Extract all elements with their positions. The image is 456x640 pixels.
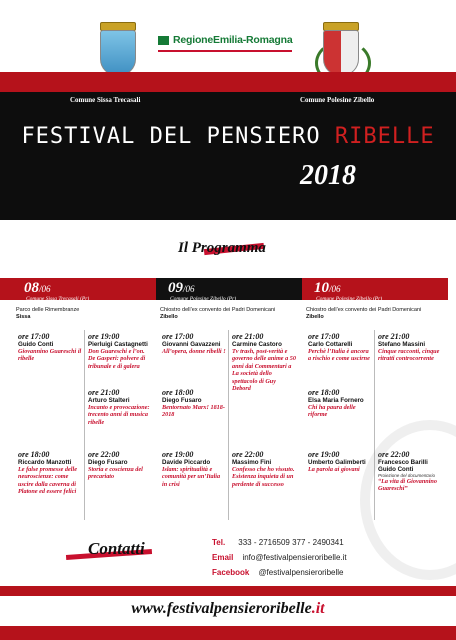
event-time: ore 19:00 [88, 332, 120, 341]
event-title: All’opera, donne ribelli ! [162, 348, 226, 355]
event-title: Incanto e provocazione: trecento anni di musica ribelle [88, 404, 150, 426]
day-month: /06 [183, 284, 195, 294]
event-speaker: Diego Fusaro [162, 397, 202, 404]
column-divider [84, 330, 85, 520]
event-time: ore 19:00 [162, 450, 194, 459]
day-number: 09 [168, 280, 183, 296]
event-time: ore 17:00 [162, 332, 194, 341]
event-time: ore 17:00 [308, 332, 340, 341]
program-event [162, 450, 226, 488]
program-event [88, 332, 152, 370]
event-time: ore 17:00 [18, 332, 50, 341]
website-tld: .it [311, 600, 325, 617]
event-speaker: Riccardo Manzotti [18, 459, 72, 466]
event-title: Cinque racconti, cinque ritratti controcorrente [378, 348, 440, 363]
event-time: ore 18:00 [308, 388, 340, 397]
day-number: 08 [24, 280, 39, 296]
day-month: /06 [39, 284, 51, 294]
sissa-coat-of-arms-icon [100, 30, 136, 76]
day-number: 10 [314, 280, 329, 296]
region-logo-text: RegioneEmilia-Romagna [173, 34, 293, 46]
comune-left-label: Comune Sissa Trecasali [70, 96, 141, 104]
day-town: Comune Polesine Zibello (Pr) [170, 296, 237, 302]
day-venue [16, 307, 158, 321]
program-event [232, 450, 296, 488]
region-logo-icon [158, 36, 169, 45]
zibello-coat-of-arms-icon [323, 30, 359, 76]
day-venue [306, 307, 448, 321]
event-speaker: Carlo Cottarelli [308, 341, 353, 348]
program-event [162, 388, 226, 419]
email-label: Email [212, 553, 234, 562]
program-event [162, 332, 226, 355]
event-title: Islam: spiritualità e comunità per un’Italia in crisi [162, 466, 221, 488]
program-event [308, 388, 372, 419]
program-event [18, 450, 82, 496]
event-time: ore 22:00 [88, 450, 120, 459]
program-event [378, 332, 442, 363]
event-title: Perchè l’Italia è ancora a rischio e come uscirne [308, 348, 370, 363]
event-speaker: Davide Piccardo [162, 459, 211, 466]
event-time: ore 22:00 [378, 450, 410, 459]
event-title: Tv trash, post-verità e governo delle anime a 50 anni dai Commentari a La società dello spettacolo di Guy Debord [232, 348, 296, 393]
event-speaker: Guido Conti [18, 341, 54, 348]
event-title: Storia e coscienza del precariato [88, 466, 143, 481]
event-title: Confesso che ho vissuto. Esistenza inquieta di un perdente di successo [232, 466, 295, 488]
event-speaker: Umberto Galimberti [308, 459, 366, 466]
event-speaker: Arturo Stalteri [88, 397, 130, 404]
venue-name: Chiostro dell’ex convento dei Padri Domenicani [160, 307, 276, 313]
event-speaker: Elsa Maria Fornero [308, 397, 364, 404]
title-main: FESTIVAL DEL PENSIERO [21, 124, 321, 149]
day-town: Comune Sissa Trecasali (Pr) [26, 296, 90, 302]
title-accent: RIBELLE [334, 124, 435, 149]
contatti-heading: Contatti [88, 539, 145, 558]
day-date [24, 280, 51, 297]
program-event [88, 450, 152, 481]
website-main: www.festivalpensieroribelle [131, 600, 312, 617]
facebook-label: Facebook [212, 568, 250, 577]
programma-heading: Il Programma [178, 240, 266, 256]
event-title: Chi ha paura delle riforme [308, 404, 356, 419]
facebook-link[interactable]: @festivalpensieroribelle [258, 568, 344, 577]
venue-town: Sissa [16, 314, 31, 320]
comune-right-label: Comune Polesine Zibello [300, 96, 375, 104]
day-venue [160, 307, 302, 321]
event-note: Proiezione del documentario [378, 473, 436, 478]
program-event [308, 332, 372, 363]
tel-value[interactable]: 333 - 2716509 377 - 2490341 [238, 538, 344, 547]
event-title: “La vita di Giovannino Guareschi” [378, 478, 437, 493]
event-speaker: Carmine Castoro [232, 341, 282, 348]
tel-label: Tel. [212, 538, 226, 547]
event-speaker: Stefano Massini [378, 341, 426, 348]
event-speaker: Francesco Barilli Guido Conti [378, 459, 428, 473]
day-month: /06 [329, 284, 341, 294]
festival-title [0, 124, 456, 149]
event-time: ore 21:00 [232, 332, 264, 341]
event-title: La parola ai giovani [308, 466, 360, 473]
venue-name: Chiostro dell’ex convento dei Padri Domenicani [306, 307, 422, 313]
festival-year: 2018 [300, 160, 356, 191]
program-event [308, 450, 372, 473]
program-event [18, 332, 82, 363]
region-logo-bar [158, 50, 292, 52]
event-speaker: Massimo Fini [232, 459, 272, 466]
venue-town: Zibello [306, 314, 324, 320]
event-time: ore 18:00 [162, 388, 194, 397]
event-title: Giovannino Guareschi il ribelle [18, 348, 82, 363]
event-title: Bentornato Marx! 1818-2018 [162, 404, 225, 419]
email-link[interactable]: info@festivalpensieroribelle.it [242, 553, 347, 562]
day-date [168, 280, 195, 297]
event-speaker: Diego Fusaro [88, 459, 128, 466]
event-time: ore 21:00 [88, 388, 120, 397]
program-event [88, 388, 152, 426]
venue-name: Parco delle Rimembranze [16, 307, 80, 313]
event-speaker: Pierluigi Castagnetti [88, 341, 148, 348]
website-link[interactable] [0, 600, 456, 618]
event-time: ore 21:00 [378, 332, 410, 341]
event-time: ore 22:00 [232, 450, 264, 459]
contact-facebook [212, 560, 344, 579]
event-title: Don Guareschi e l’on. De Gasperi: polvere di tribunale e di galera [88, 348, 146, 370]
venue-town: Zibello [160, 314, 178, 320]
program-event [232, 332, 296, 392]
event-title: Le false promesse delle neuroscienze: come uscire dalla caverna di Platone ed essere felici [18, 466, 77, 496]
column-divider [228, 330, 229, 520]
header-black-band [0, 92, 456, 220]
event-speaker: Giovanni Gavazzeni [162, 341, 221, 348]
event-time: ore 18:00 [18, 450, 50, 459]
day-date [314, 280, 341, 297]
day-town: Comune Polesine Zibello (Pr) [316, 296, 383, 302]
event-time: ore 19:00 [308, 450, 340, 459]
